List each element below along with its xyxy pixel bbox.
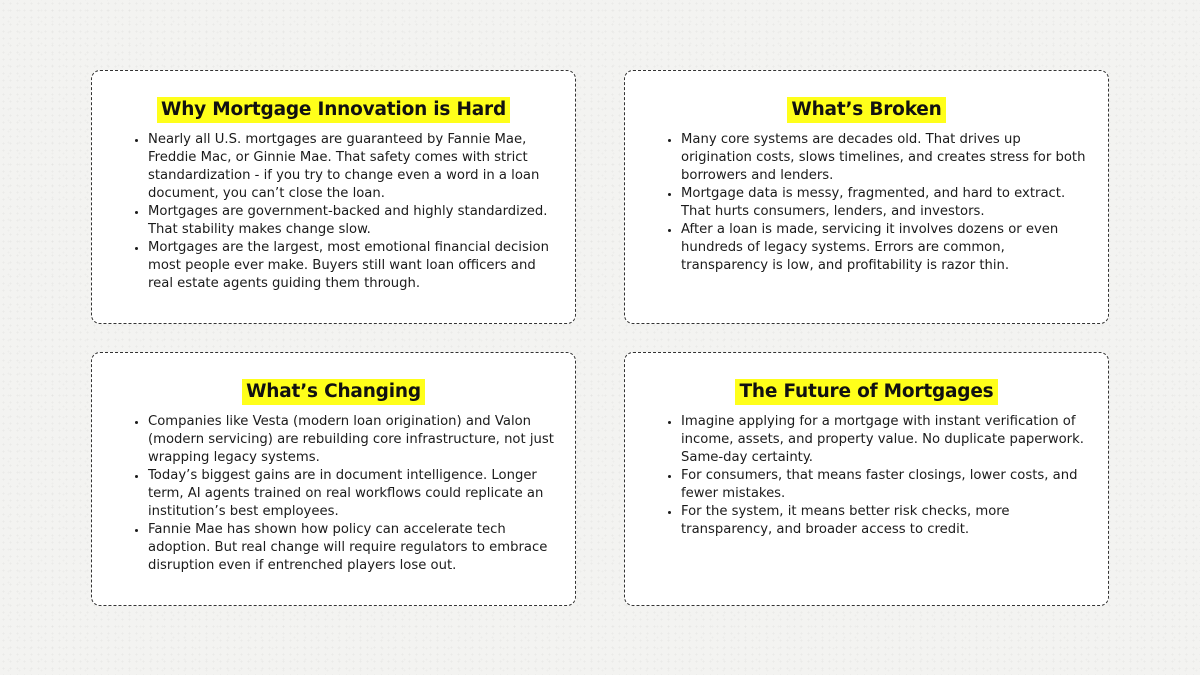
bullet-list xyxy=(128,413,558,575)
card-title-wrapper xyxy=(625,379,1108,405)
bullet-list xyxy=(661,413,1091,539)
bullet-item: • Mortgages are government-backed and highly standardized. That stability makes change slow. xyxy=(148,203,558,239)
bullet-list xyxy=(661,131,1091,275)
bullet-item: • Imagine applying for a mortgage with instant verification of income, assets, and property value. No duplicate paperwork. Same-day certainty. xyxy=(681,413,1091,467)
bullet-item: • Fannie Mae has shown how policy can accelerate tech adoption. But real change will require regulators to embrace disruption even if entrenched players lose out. xyxy=(148,521,558,575)
card-title: What’s Broken xyxy=(787,97,945,123)
card-why-innovation-is-hard xyxy=(91,70,576,324)
bullet-item: • Many core systems are decades old. That drives up origination costs, slows timelines, and creates stress for both borrowers and lenders. xyxy=(681,131,1091,185)
card-title-wrapper xyxy=(92,379,575,405)
bullet-item: • Today’s biggest gains are in document intelligence. Longer term, AI agents trained on real workflows could replicate an institution’s best employees. xyxy=(148,467,558,521)
card-title-wrapper xyxy=(625,97,1108,123)
bullet-list xyxy=(128,131,558,293)
bullet-item: • Companies like Vesta (modern loan origination) and Valon (modern servicing) are rebuilding core infrastructure, not just wrapping legacy systems. xyxy=(148,413,558,467)
card-title: What’s Changing xyxy=(242,379,425,405)
bullet-item: • Mortgage data is messy, fragmented, and hard to extract. That hurts consumers, lenders, and investors. xyxy=(681,185,1091,221)
card-whats-broken xyxy=(624,70,1109,324)
card-title-wrapper xyxy=(92,97,575,123)
bullet-item: • For the system, it means better risk checks, more transparency, and broader access to credit. xyxy=(681,503,1091,539)
bullet-item: • Mortgages are the largest, most emotional financial decision most people ever make. Buyers still want loan officers and real estate agents guiding them through. xyxy=(148,239,558,293)
card-future-of-mortgages xyxy=(624,352,1109,606)
card-title: The Future of Mortgages xyxy=(735,379,997,405)
card-title: Why Mortgage Innovation is Hard xyxy=(157,97,510,123)
card-whats-changing xyxy=(91,352,576,606)
bullet-item: • Nearly all U.S. mortgages are guaranteed by Fannie Mae, Freddie Mac, or Ginnie Mae. That safety comes with strict standardization - if you try to change even a word in a loan document, you can’t close the loan. xyxy=(148,131,558,203)
bullet-item: • For consumers, that means faster closings, lower costs, and fewer mistakes. xyxy=(681,467,1091,503)
bullet-item: • After a loan is made, servicing it involves dozens or even hundreds of legacy systems. Errors are common, transparency is low, and profitability is razor thin. xyxy=(681,221,1091,275)
